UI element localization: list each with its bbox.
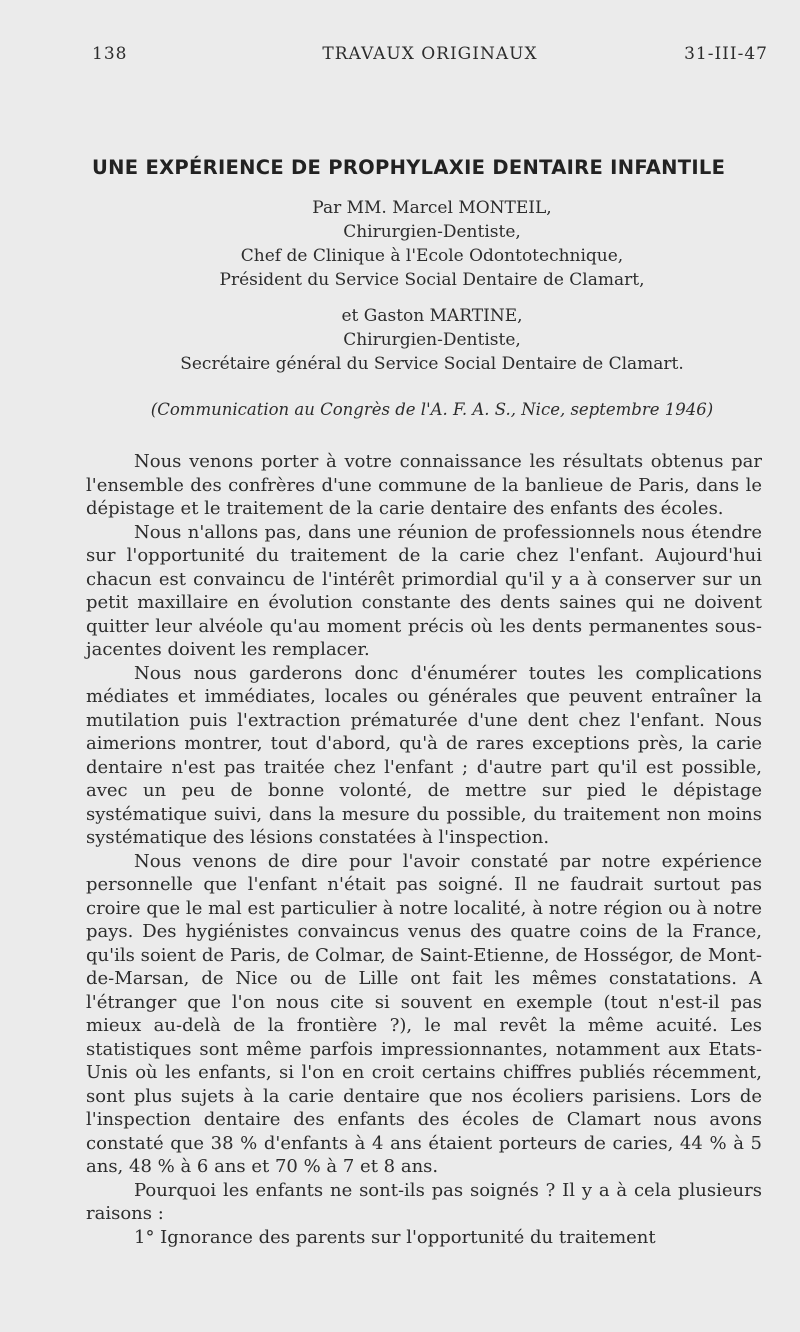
- author-line: Président du Service Social Dentaire de Clamart,: [219, 270, 645, 290]
- author-line: Chef de Clinique à l'Ecole Odontotechnique,: [240, 246, 624, 266]
- author-line: Secrétaire général du Service Social Dentaire de Clamart.: [180, 354, 684, 374]
- author-block: [92, 196, 772, 376]
- author-line: Chirurgien-Dentiste,: [343, 222, 521, 242]
- author-line: Chirurgien-Dentiste,: [343, 330, 521, 350]
- paragraph: Pourquoi les enfants ne sont-ils pas soignés ? Il y a à cela plusieurs raisons :: [86, 1179, 762, 1224]
- paragraph: Nous venons de dire pour l'avoir constaté par notre expérience personnelle que l'enfant n'était pas soigné. Il ne faudrait surtout pas croire que le mal est particulier à notre localité, à notre région ou à notre pays. Des hygiénistes convaincus venus des quatre coins de la France, qu'ils soient de Paris, de Colmar, de Saint-Etienne, de Hosségor, de Mont-de-Marsan, de Nice ou de Lille ont fait les mêmes constatations. A l'étranger que l'on nous cite si souvent en exemple (tout n'est-il pas mieux au-delà de la frontière ?), le mal revêt la même acuité. Les statistiques sont même parfois impressionnantes, notamment aux Etats-Unis où les enfants, si l'on en croit certains chiffres publiés récemment, sont plus sujets à la carie dentaire que nos écoliers parisiens. Lors de l'inspection dentaire des enfants des écoles de Clamart nous avons constaté que 38 % d'enfants à 4 ans étaient porteurs de caries, 44 % à 5 ans, 48 % à 6 ans et 70 % à 7 et 8 ans.: [86, 850, 762, 1177]
- paragraph: Nous n'allons pas, dans une réunion de professionnels nous étendre sur l'opportunité du traitement de la carie chez l'enfant. Aujourd'hui chacun est convaincu de l'intérêt primordial qu'il y a à conserver sur un petit maxillaire en évolution constante des dents saines qui ne doivent quitter leur alvéole qu'au moment précis où les dents permanentes sous-jacentes doivent les remplacer.: [86, 521, 762, 660]
- author-line: et Gaston MARTINE,: [341, 306, 523, 326]
- page-number: 138: [92, 44, 128, 64]
- paragraph: Nous venons porter à votre connaissance les résultats obtenus par l'ensemble des confrères d'une commune de la banlieue de Paris, dans le dépistage et le traitement de la carie dentaire des enfants des écoles.: [86, 451, 762, 519]
- article-body: [86, 450, 762, 1249]
- article-title: UNE EXPÉRIENCE DE PROPHYLAXIE DENTAIRE INFANTILE: [92, 156, 726, 179]
- author-line: Par MM. Marcel MONTEIL,: [312, 198, 552, 218]
- communication-note: (Communication au Congrès de l'A. F. A. S., Nice, septembre 1946): [150, 400, 714, 419]
- paragraph: Nous nous garderons donc d'énumérer toutes les complications médiates et immédiates, locales ou générales que peuvent entraîner la mutilation puis l'extraction prématurée d'une dent chez l'enfant. Nous aimerions montrer, tout d'abord, qu'à de rares exceptions près, la carie dentaire n'est pas traitée chez l'enfant ; d'autre part qu'il est possible, avec un peu de bonne volonté, de mettre sur pied le dépistage systématique suivi, dans la mesure du possible, du traitement non moins systématique des lésions constatées à l'inspection.: [86, 662, 762, 848]
- running-header: [92, 44, 768, 70]
- paragraph: 1° Ignorance des parents sur l'opportunité du traitement: [134, 1226, 656, 1248]
- running-title: TRAVAUX ORIGINAUX: [322, 44, 538, 64]
- issue-date: 31-III-47: [684, 44, 768, 64]
